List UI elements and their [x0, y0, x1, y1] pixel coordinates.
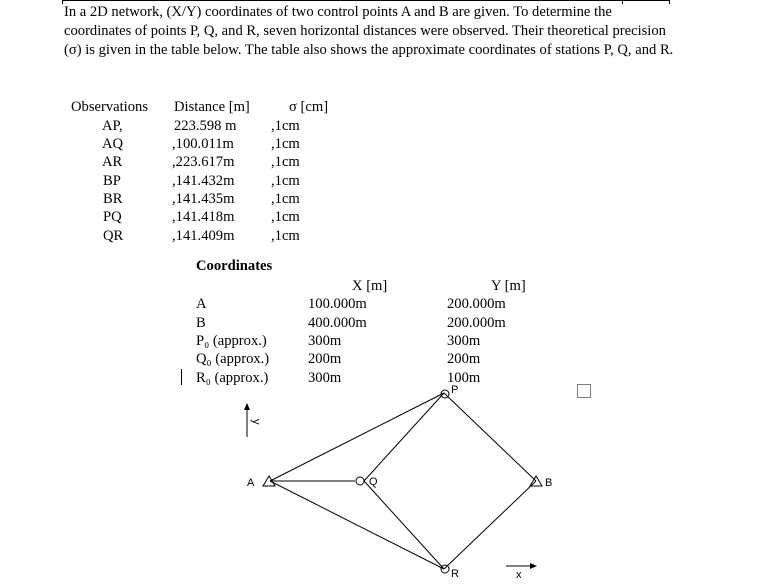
coord-y: 300m: [447, 333, 481, 349]
obs-distance: ,100.011m: [172, 136, 234, 152]
label-B: B: [545, 477, 553, 489]
x-axis-label: x: [516, 569, 522, 581]
obs-header-distance: Distance [m]: [174, 99, 250, 115]
coord-point-name: A: [196, 296, 207, 312]
obs-sigma: ,1cm: [271, 154, 300, 170]
coord-header-x: X [m]: [352, 278, 388, 294]
obs-sigma: ,1cm: [271, 136, 300, 152]
obs-sigma: ,1cm: [271, 173, 300, 189]
coord-point-name: P₀ (approx.): [196, 333, 267, 349]
obs-header-observations: Observations: [71, 99, 149, 115]
obs-sigma: ,1cm: [271, 209, 300, 225]
obs-name: AQ: [102, 136, 124, 152]
obs-distance: ,141.409m: [172, 228, 235, 244]
edge-AP: [270, 393, 444, 481]
coord-x: 300m: [308, 333, 342, 349]
problem-statement: In a 2D network, (X/Y) coordinates of two control points A and B are given. To determine the coordinates of points P, Q, and R, seven horizontal distances were observed. Their theoretical precision (σ) is given in the table below. The table also shows the approximate coordinates of stations P, Q, and R.: [64, 4, 674, 58]
label-Q: Q: [369, 476, 378, 488]
obs-distance: ,223.617m: [172, 154, 235, 170]
obs-name: AR: [102, 154, 123, 170]
y-axis-arrowhead: [244, 403, 250, 410]
coord-y: 200.000m: [447, 315, 506, 331]
point-R-circle: [441, 565, 449, 573]
obs-distance: ,141.435m: [172, 191, 235, 207]
y-axis-label: y: [250, 419, 262, 425]
obs-distance: ,141.418m: [172, 209, 235, 225]
obs-name: BR: [103, 191, 123, 207]
label-P: P: [451, 384, 459, 396]
obs-distance: ,141.432m: [172, 173, 235, 189]
obs-name: QR: [103, 228, 124, 244]
obs-sigma: ,1cm: [271, 118, 300, 134]
coord-x: 400.000m: [308, 315, 367, 331]
coord-x: 200m: [308, 351, 342, 367]
label-A: A: [247, 477, 255, 489]
coordinates-title: Coordinates: [196, 258, 273, 274]
obs-name: PQ: [103, 209, 122, 225]
edge-QR: [364, 481, 444, 569]
coord-point-name: Q₀ (approx.): [196, 351, 270, 367]
edge-BR: [444, 481, 536, 569]
coord-x: 300m: [308, 370, 342, 386]
obs-sigma: ,1cm: [271, 191, 300, 207]
coord-header-y: Y [m]: [491, 278, 526, 294]
label-R: R: [451, 568, 459, 580]
obs-header-sigma: σ [cm]: [289, 99, 329, 115]
obs-distance: 223.598 m: [174, 118, 237, 134]
edge-BP: [444, 393, 536, 481]
coord-y: 100m: [447, 370, 481, 386]
point-Q-circle: [356, 477, 364, 485]
coord-x: 100.000m: [308, 296, 367, 312]
edge-PQ: [364, 393, 444, 481]
x-axis-arrowhead: [530, 563, 537, 569]
edge-AR: [270, 481, 444, 569]
obs-name: BP: [103, 173, 121, 189]
coord-point-name: B: [196, 315, 206, 331]
coord-y: 200m: [447, 351, 481, 367]
obs-name: AP,: [102, 118, 123, 134]
coord-y: 200.000m: [447, 296, 506, 312]
coord-point-name: R₀ (approx.): [196, 370, 269, 386]
obs-sigma: ,1cm: [271, 228, 300, 244]
